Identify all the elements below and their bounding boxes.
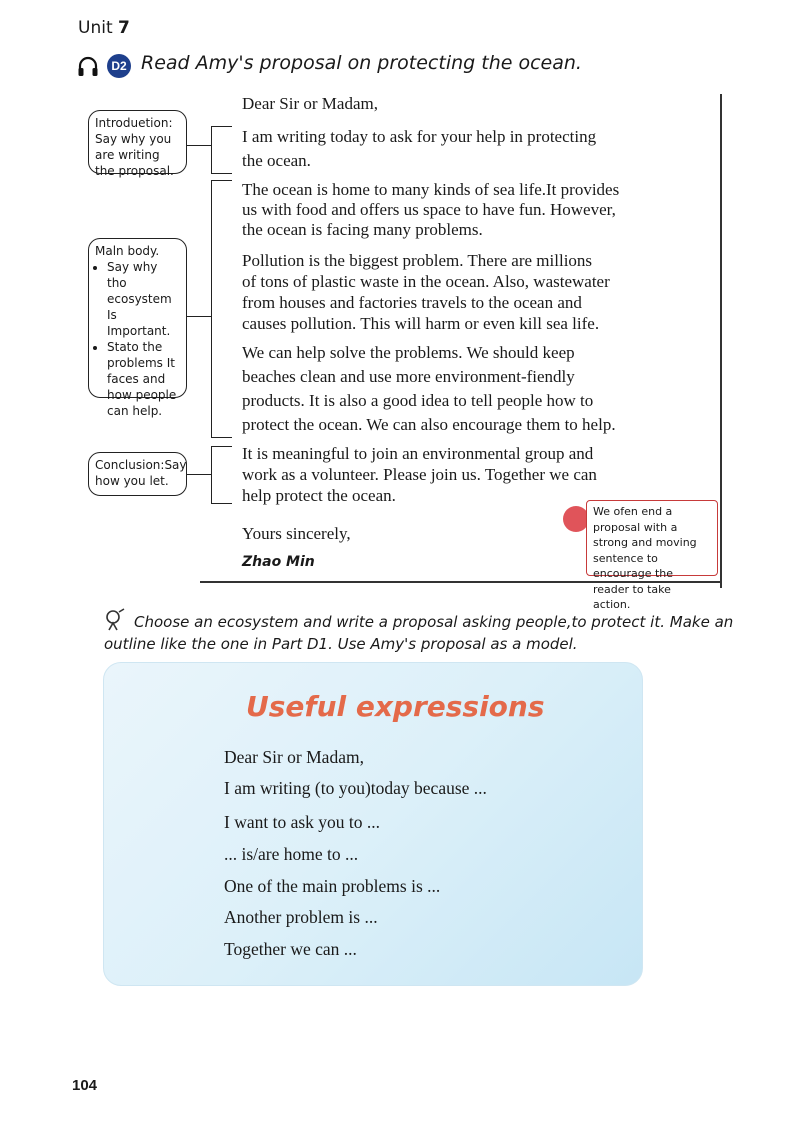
expression-item: Another problem is ...: [224, 907, 378, 927]
letter-body-line: protect the ocean. We can also encourage them to help.: [242, 415, 616, 434]
task-instruction-text: Choose an ecosystem and write a proposal asking people,to protect it. Make an outline like the one in Part D1. Use Amy's proposal as a model.: [104, 613, 734, 653]
note-conclusion: [88, 452, 187, 496]
task-instruction: [104, 611, 744, 655]
bracket-intro: [211, 126, 232, 174]
expression-item: I am writing (to you)today because ...: [224, 778, 487, 798]
note-conclusion-text: Conclusion:Say how you let.: [95, 458, 187, 488]
expression-item: Together we can ...: [224, 939, 357, 959]
note-main-body: [88, 238, 187, 418]
note-main-body-label: Maln body.: [95, 244, 160, 258]
useful-expressions-title: Useful expressions: [246, 690, 545, 723]
letter-greeting: Dear Sir or Madam,: [242, 94, 378, 113]
connector-conclusion: [187, 474, 211, 475]
letter-closing: Yours sincerely,: [242, 524, 351, 543]
unit-heading: [78, 18, 130, 38]
letter-body-line: The ocean is home to many kinds of sea life.It provides: [242, 180, 620, 199]
letter-intro-line: I am writing today to ask for your help in protecting: [242, 127, 597, 146]
letter-body-line: of tons of plastic waste in the ocean. Also, wastewater: [242, 272, 610, 291]
page-number: 104: [72, 1077, 98, 1094]
unit-label: Unit: [78, 18, 113, 38]
letter-body-line: causes pollution. This will harm or even kill sea life.: [242, 314, 600, 333]
letter-conclusion-line: work as a volunteer. Please join us. Together we can: [242, 465, 597, 484]
connector-intro: [187, 145, 211, 146]
page-rule-right: [720, 94, 722, 588]
expression-item: ... is/are home to ...: [224, 844, 359, 864]
letter-signature: Zhao Min: [242, 554, 315, 570]
expression-item: Dear Sir or Madam,: [224, 747, 364, 767]
bracket-conclusion: [211, 446, 232, 504]
letter-body-line: products. It is also a good idea to tell people how to: [242, 391, 594, 410]
note-main-body-bullet: • Say why tho ecosystem Is Important.: [107, 259, 180, 339]
letter-body-line: beaches clean and use more environment-fiendly: [242, 367, 575, 386]
note-introduction-text: Introduetion: Say why you are writing the proposal.: [95, 116, 174, 178]
letter-body-line: from houses and factories travels to the ocean and: [242, 293, 582, 312]
letter-body-line: the ocean is facing many problems.: [242, 220, 483, 239]
expression-item: I want to ask you to ...: [224, 812, 381, 832]
letter-conclusion-line: help protect the ocean.: [242, 486, 396, 505]
note-introduction: [88, 110, 187, 178]
tip-note: [586, 500, 718, 611]
connector-main: [187, 316, 211, 317]
unit-number: 7: [118, 18, 130, 38]
bracket-main: [211, 180, 232, 438]
headphones-icon[interactable]: [76, 54, 100, 78]
letter-body-line: Pollution is the biggest problem. There are millions: [242, 251, 593, 270]
section-badge: D2: [107, 54, 131, 78]
note-main-body-bullet: • Stato the problems It faces and how people can help.: [107, 339, 180, 419]
letter-body-line: us with food and offers us space to have fun. However,: [242, 200, 616, 219]
letter-conclusion-line: It is meaningful to join an environmental group and: [242, 444, 594, 463]
letter-body-line: We can help solve the problems. We should keep: [242, 343, 575, 362]
section-title: Read Amy's proposal on protecting the ocean.: [141, 52, 582, 74]
letter-intro-line: the ocean.: [242, 151, 311, 170]
tip-note-text: We ofen end a proposal with a strong and moving sentence to encourage the reader to take action.: [593, 505, 697, 611]
expression-item: One of the main problems is ...: [224, 876, 441, 896]
